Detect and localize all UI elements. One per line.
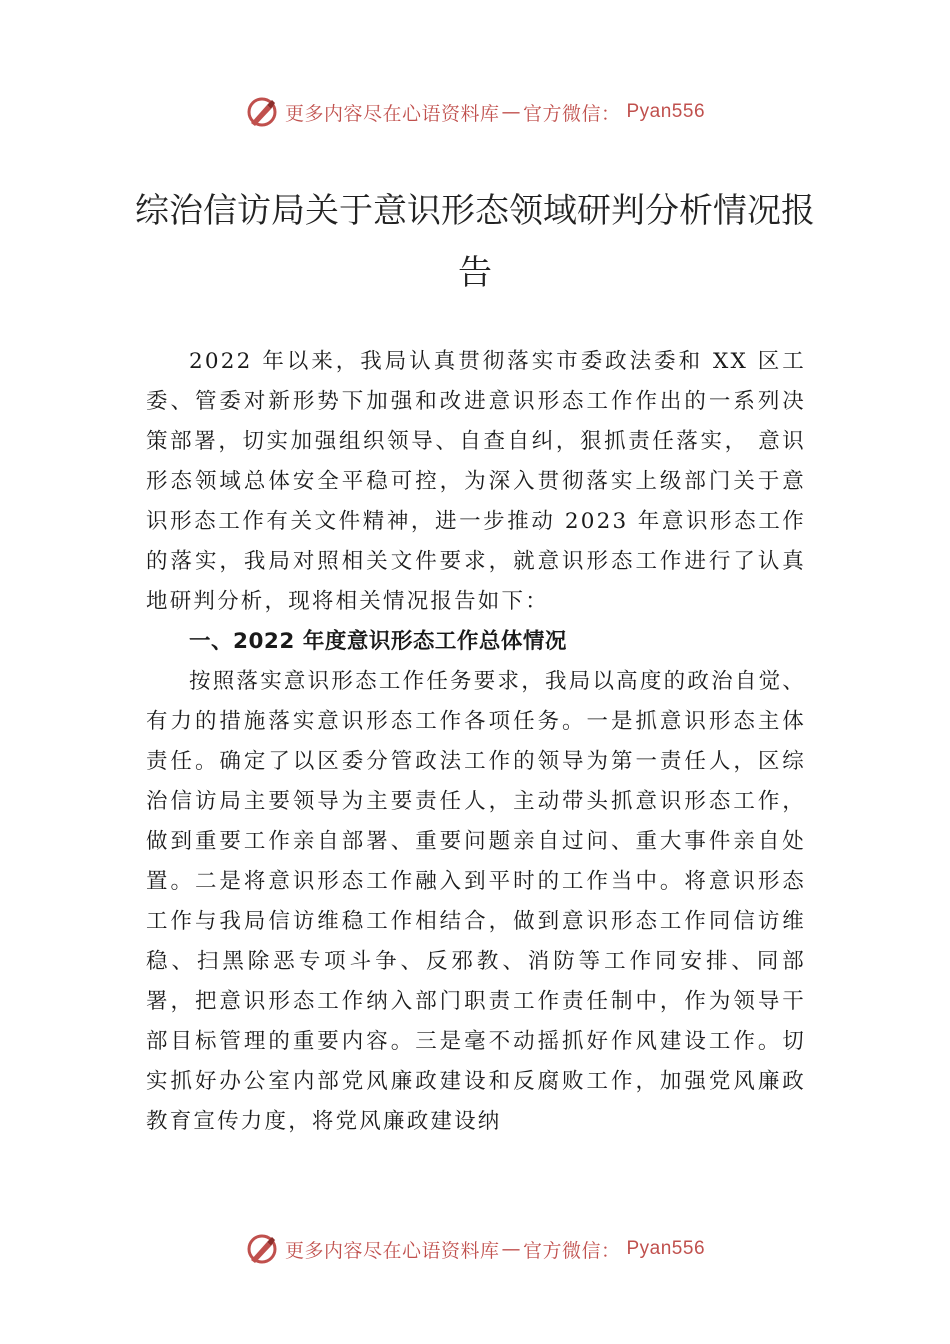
section-heading: 一、2022 年度意识形态工作总体情况 <box>189 629 567 654</box>
watermark-site: 更多内容尽在心语资料库 <box>284 102 500 125</box>
document-title: 综治信访局关于意识形态领域研判分析情况报告 <box>135 191 815 293</box>
watermark-separator: — <box>501 101 521 123</box>
watermark-separator: — <box>501 1238 521 1260</box>
document-body <box>146 342 806 1142</box>
footer-watermark <box>0 1232 950 1266</box>
section-paragraph: 按照落实意识形态工作任务要求，我局以高度的政治自觉、有力的措施落实意识形态工作各项任务。一是抓意识形态主体责任。确定了以区委分管政法工作的领导为第一责任人，区综治信访局主要领导为主要责任人，主动带头抓意识形态工作，做到重要工作亲自部署、重要问题亲自过问、重大事件亲自处置。二是将意识形态工作融入到平时的工作当中。将意识形态工作与我局信访维稳工作相结合，做到意识形态工作同信访维稳、扫黑除恶专项斗争、反邪教、消防等工作同安排、同部署，把意识形态工作纳入部门职责工作责任制中，作为领导干部目标管理的重要内容。三是毫不动摇抓好作风建设工作。切实抓好办公室内部党风廉政建设和反腐败工作，加强党风廉政教育宣传力度，将党风廉政建设纳 <box>146 669 806 1134</box>
header-watermark <box>0 95 950 129</box>
pen-logo-icon <box>245 95 279 129</box>
watermark-id: Pyan556 <box>626 101 706 122</box>
pen-logo-icon <box>245 1232 279 1266</box>
watermark-id: Pyan556 <box>626 1238 706 1259</box>
intro-paragraph: 2022 年以来，我局认真贯彻落实市委政法委和 XX 区工委、管委对新形势下加强和改进意识形态工作作出的一系列决策部署，切实加强组织领导、自查自纠，狠抓责任落实， 意识形态领域总体安全平稳可控，为深入贯彻落实上级部门关于意识形态工作有关文件精神，进一步推动 2023 年意识形态工作的落实，我局对照相关文件要求，就意识形态工作进行了认真地研判分析，现将相关情况报告如下： <box>146 349 806 614</box>
watermark-label: 官方微信： <box>522 1239 621 1262</box>
watermark-site: 更多内容尽在心语资料库 <box>284 1239 500 1262</box>
watermark-label: 官方微信： <box>522 102 621 125</box>
